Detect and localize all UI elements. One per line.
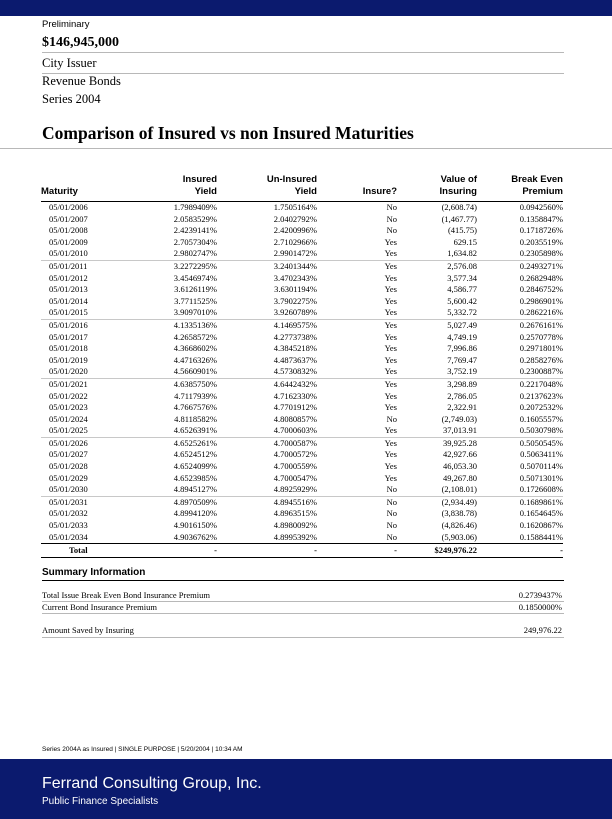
table-row	[41, 343, 563, 355]
break-even-premium: 0.2035519%	[519, 236, 563, 247]
break-even-premium: 0.5050545%	[519, 437, 563, 448]
maturity-date: 05/01/2011	[49, 260, 88, 271]
issuer-name: City Issuer	[42, 56, 97, 70]
value-of-insuring: 5,332.72	[397, 307, 477, 319]
maturity-date: 05/01/2021	[49, 378, 88, 389]
summary-row-total-breakeven	[42, 590, 562, 600]
maturity-date: 05/01/2024	[49, 413, 88, 424]
insured-yield: 4.8970509%	[173, 496, 217, 507]
maturity-date: 05/01/2017	[49, 331, 88, 342]
insured-yield: 4.9016150%	[173, 520, 217, 531]
value-of-insuring: 4,749.19	[447, 331, 477, 342]
value-of-insuring: 2,576.08	[447, 260, 477, 271]
summary-value: 249,976.22	[523, 625, 562, 635]
break-even-premium: 0.5070114%	[520, 461, 563, 472]
title-divider	[0, 148, 612, 149]
break-even-premium: 0.2971801%	[519, 343, 563, 354]
total-cell: -	[217, 544, 317, 558]
insure-flag: No	[386, 496, 397, 507]
insure-flag: No	[386, 213, 397, 224]
value-of-insuring: 3,577.34	[447, 272, 477, 283]
insured-yield: 3.6126119%	[174, 284, 217, 295]
insured-yield: 4.7667576%	[173, 402, 217, 413]
insured-yield: 4.2658572%	[173, 331, 217, 342]
value-of-insuring: 42,927.66	[443, 449, 477, 460]
uninsured-yield: 4.2773738%	[273, 331, 317, 342]
maturity-date: 05/01/2014	[49, 295, 88, 306]
summary-row-amount-saved	[42, 625, 562, 635]
insured-yield: 2.4239141%	[173, 225, 217, 236]
insured-yield: 4.1335136%	[173, 319, 217, 330]
table-row	[41, 496, 563, 508]
col-header-break-even-premium: Break Even Premium	[477, 174, 563, 202]
insured-yield: 3.2272295%	[173, 260, 217, 271]
value-of-insuring: (5,903.06)	[441, 531, 477, 542]
value-of-insuring: (4,826.46)	[441, 520, 477, 531]
insure-flag: Yes	[384, 284, 397, 295]
insure-flag: Yes	[384, 402, 397, 413]
maturity-date: 05/01/2010	[41, 248, 111, 260]
break-even-premium: 0.2570778%	[519, 331, 563, 342]
uninsured-yield: 4.8995392%	[273, 531, 317, 542]
value-of-insuring: 46,053.30	[443, 461, 477, 472]
value-of-insuring: (1,467.77)	[441, 213, 477, 224]
insure-flag: No	[386, 202, 397, 212]
table-row	[41, 473, 563, 485]
insure-flag: No	[386, 225, 397, 236]
table-row	[41, 437, 563, 449]
insure-flag: Yes	[384, 472, 397, 483]
insured-yield: 4.9036762%	[173, 531, 217, 542]
break-even-premium: 0.2682948%	[519, 272, 563, 283]
table-row	[41, 355, 563, 367]
break-even-premium: 0.2986901%	[519, 295, 563, 306]
table-row	[41, 484, 563, 496]
summary-divider	[42, 580, 564, 581]
break-even-premium: 0.1654645%	[519, 508, 563, 519]
maturity-date: 05/01/2019	[49, 354, 88, 365]
value-of-insuring: 2,322.91	[447, 402, 477, 413]
maturity-date: 05/01/2018	[49, 343, 88, 354]
table-row	[41, 508, 563, 520]
value-of-insuring: 3,752.19	[397, 366, 477, 378]
table-row	[41, 284, 563, 296]
maturities-table	[41, 174, 563, 558]
uninsured-yield: 4.8925929%	[217, 484, 317, 496]
value-of-insuring: 37,013.91	[397, 425, 477, 437]
break-even-premium: 0.2072532%	[519, 402, 563, 413]
table-row	[41, 378, 563, 390]
insure-flag: Yes	[384, 272, 397, 283]
maturity-date: 05/01/2013	[49, 284, 88, 295]
table-row	[41, 225, 563, 237]
break-even-premium: 0.5063411%	[520, 449, 563, 460]
total-cell: -	[317, 544, 397, 558]
break-even-premium: 0.1726608%	[477, 484, 563, 496]
value-of-insuring: 5,027.49	[447, 319, 477, 330]
break-even-premium: 0.2137623%	[519, 390, 563, 401]
firm-name: Ferrand Consulting Group, Inc.	[42, 775, 262, 792]
divider	[42, 637, 564, 638]
divider	[42, 613, 564, 614]
uninsured-yield: 3.7902275%	[273, 295, 317, 306]
insure-flag: Yes	[384, 343, 397, 354]
uninsured-yield: 4.7701912%	[273, 402, 317, 413]
insured-yield: 2.0583529%	[173, 213, 217, 224]
table-row	[41, 273, 563, 285]
value-of-insuring: (2,108.01)	[397, 484, 477, 496]
insure-flag: Yes	[384, 260, 397, 271]
break-even-premium: 0.2676161%	[519, 319, 563, 330]
col-header-value-of-insuring: Value of Insuring	[397, 174, 477, 202]
table-row	[41, 425, 563, 437]
insured-yield: 4.5660901%	[111, 366, 217, 378]
break-even-premium: 0.1718726%	[519, 225, 563, 236]
summary-row-current-premium	[42, 602, 562, 612]
insured-yield: 2.9802747%	[111, 248, 217, 260]
maturity-date: 05/01/2015	[41, 307, 111, 319]
col-header-uninsured-yield: Un-Insured Yield	[217, 174, 317, 202]
maturity-date: 05/01/2008	[49, 225, 88, 236]
footer-banner	[0, 759, 612, 819]
break-even-premium: 0.1620867%	[519, 520, 563, 531]
table-row	[41, 307, 563, 319]
insure-flag: No	[386, 531, 397, 542]
uninsured-yield: 2.7102966%	[273, 236, 317, 247]
uninsured-yield: 4.4873637%	[273, 354, 317, 365]
insure-flag: Yes	[317, 425, 397, 437]
insured-yield: 3.4546974%	[173, 272, 217, 283]
value-of-insuring: 629.15	[453, 236, 477, 247]
table-row	[41, 260, 563, 272]
top-banner	[0, 0, 612, 16]
value-of-insuring: 2,786.05	[447, 390, 477, 401]
summary-label: Current Bond Insurance Premium	[42, 602, 157, 612]
maturity-date: 05/01/2032	[49, 508, 88, 519]
insure-flag: Yes	[384, 378, 397, 389]
maturity-date: 05/01/2006	[49, 202, 88, 212]
maturity-date: 05/01/2026	[49, 437, 88, 448]
table-row	[41, 214, 563, 226]
uninsured-yield: 4.5730832%	[217, 366, 317, 378]
insure-flag: Yes	[317, 366, 397, 378]
table-row	[41, 520, 563, 532]
total-cell: -	[111, 544, 217, 558]
value-of-insuring: (415.75)	[447, 225, 477, 236]
total-cell: -	[477, 544, 563, 558]
value-of-insuring: (2,749.03)	[441, 413, 477, 424]
break-even-premium: 0.0942560%	[519, 202, 563, 212]
uninsured-yield: 4.7000559%	[273, 461, 317, 472]
maturity-date: 05/01/2025	[41, 425, 111, 437]
insured-yield: 4.6523985%	[173, 472, 217, 483]
insured-yield: 4.3668602%	[173, 343, 217, 354]
uninsured-yield: 2.4200996%	[273, 225, 317, 236]
total-row	[41, 544, 563, 558]
break-even-premium: 0.2858276%	[519, 354, 563, 365]
value-of-insuring: (3,838.78)	[441, 508, 477, 519]
insured-yield: 4.8118582%	[174, 413, 217, 424]
break-even-premium: 0.1689861%	[519, 496, 563, 507]
divider	[42, 52, 564, 53]
maturity-date: 05/01/2031	[49, 496, 88, 507]
table-row	[41, 461, 563, 473]
insured-yield: 4.8945127%	[111, 484, 217, 496]
uninsured-yield: 4.8963515%	[273, 508, 317, 519]
uninsured-yield: 4.7000587%	[273, 437, 317, 448]
firm-tagline: Public Finance Specialists	[42, 796, 159, 807]
maturity-date: 05/01/2034	[49, 531, 88, 542]
value-of-insuring: 1,634.82	[397, 248, 477, 260]
insure-flag: Yes	[384, 461, 397, 472]
insure-flag: Yes	[384, 437, 397, 448]
insured-yield: 4.8994120%	[173, 508, 217, 519]
insure-flag: Yes	[384, 449, 397, 460]
value-of-insuring: 39,925.28	[443, 437, 477, 448]
page-title: Comparison of Insured vs non Insured Maturities	[42, 123, 414, 143]
break-even-premium: 0.5071301%	[519, 472, 563, 483]
value-of-insuring: 7,769.47	[447, 354, 477, 365]
break-even-premium: 0.1588441%	[519, 531, 563, 542]
uninsured-yield: 3.6301194%	[274, 284, 317, 295]
value-of-insuring: 3,298.89	[447, 378, 477, 389]
col-header-maturity: Maturity	[41, 174, 111, 202]
maturity-date: 05/01/2023	[49, 402, 88, 413]
bond-type: Revenue Bonds	[42, 74, 121, 88]
break-even-premium: 0.2300887%	[477, 366, 563, 378]
insure-flag: No	[386, 520, 397, 531]
break-even-premium: 0.2493271%	[519, 260, 563, 271]
series-name: Series 2004	[42, 92, 101, 106]
table-row	[41, 449, 563, 461]
summary-label: Total Issue Break Even Bond Insurance Premium	[42, 590, 210, 600]
total-label: Total	[41, 544, 111, 558]
insure-flag: Yes	[384, 331, 397, 342]
summary-label: Amount Saved by Insuring	[42, 625, 134, 635]
insure-flag: Yes	[384, 319, 397, 330]
value-of-insuring: (2,934.49)	[441, 496, 477, 507]
uninsured-yield: 3.2401344%	[273, 260, 317, 271]
insured-yield: 4.4716326%	[173, 354, 217, 365]
maturity-date: 05/01/2027	[49, 449, 88, 460]
summary-value: 0.2739437%	[518, 590, 562, 600]
insured-yield: 4.7117939%	[174, 390, 217, 401]
maturity-date: 05/01/2020	[41, 366, 111, 378]
table-row	[41, 248, 563, 260]
break-even-premium: 0.2862216%	[477, 307, 563, 319]
uninsured-yield: 4.8945516%	[273, 496, 317, 507]
uninsured-yield: 4.3845218%	[273, 343, 317, 354]
insure-flag: No	[317, 484, 397, 496]
value-of-insuring: 4,586.77	[447, 284, 477, 295]
table-row	[41, 237, 563, 249]
footer-note: Series 2004A as Insured | SINGLE PURPOSE | 5/20/2004 | 10:34 AM	[42, 746, 243, 753]
uninsured-yield: 2.0402792%	[273, 213, 317, 224]
insure-flag: No	[386, 413, 397, 424]
uninsured-yield: 4.6442432%	[273, 378, 317, 389]
insured-yield: 4.6524512%	[173, 449, 217, 460]
issue-amount: $146,945,000	[42, 35, 119, 50]
summary-title: Summary Information	[42, 567, 146, 578]
value-of-insuring: (2,608.74)	[441, 202, 477, 212]
insure-flag: Yes	[317, 307, 397, 319]
insure-flag: No	[386, 508, 397, 519]
table-row	[41, 532, 563, 544]
table-row	[41, 332, 563, 344]
col-header-insured-yield: Insured Yield	[111, 174, 217, 202]
table-row	[41, 414, 563, 426]
table-row	[41, 319, 563, 331]
insured-yield: 1.7989409%	[173, 202, 217, 212]
table-row	[41, 391, 563, 403]
table-row	[41, 402, 563, 414]
summary-value: 0.1850000%	[518, 602, 562, 612]
break-even-premium: 0.5030798%	[477, 425, 563, 437]
insure-flag: Yes	[384, 295, 397, 306]
table-row	[41, 366, 563, 378]
insure-flag: Yes	[384, 354, 397, 365]
uninsured-yield: 4.7000603%	[217, 425, 317, 437]
break-even-premium: 0.2305898%	[477, 248, 563, 260]
uninsured-yield: 4.8980092%	[273, 520, 317, 531]
insured-yield: 4.6385750%	[173, 378, 217, 389]
maturity-date: 05/01/2009	[49, 236, 88, 247]
value-of-insuring: 7,996.86	[447, 343, 477, 354]
maturity-date: 05/01/2007	[49, 213, 88, 224]
total-value-of-insuring: $249,976.22	[397, 544, 477, 558]
maturity-date: 05/01/2012	[49, 272, 88, 283]
break-even-premium: 0.2846752%	[519, 284, 563, 295]
maturity-date: 05/01/2033	[49, 520, 88, 531]
value-of-insuring: 49,267.80	[443, 472, 477, 483]
uninsured-yield: 4.7000547%	[273, 472, 317, 483]
uninsured-yield: 4.8080857%	[273, 413, 317, 424]
table-header-row	[41, 174, 563, 202]
table-row	[41, 296, 563, 308]
uninsured-yield: 4.1469575%	[273, 319, 317, 330]
insure-flag: Yes	[384, 236, 397, 247]
insured-yield: 4.6525261%	[173, 437, 217, 448]
uninsured-yield: 1.7505164%	[273, 202, 317, 212]
insured-yield: 3.9097010%	[111, 307, 217, 319]
maturity-date: 05/01/2028	[49, 461, 88, 472]
break-even-premium: 0.1605557%	[519, 413, 563, 424]
preliminary-label: Preliminary	[42, 19, 90, 30]
uninsured-yield: 4.7162330%	[273, 390, 317, 401]
uninsured-yield: 3.9260789%	[217, 307, 317, 319]
insured-yield: 2.7057304%	[173, 236, 217, 247]
uninsured-yield: 2.9901472%	[217, 248, 317, 260]
uninsured-yield: 4.7000572%	[273, 449, 317, 460]
insured-yield: 3.7711525%	[174, 295, 217, 306]
table-row	[41, 202, 563, 214]
break-even-premium: 0.1358847%	[519, 213, 563, 224]
col-header-insure: Insure?	[317, 174, 397, 202]
maturity-date: 05/01/2022	[49, 390, 88, 401]
break-even-premium: 0.2217048%	[519, 378, 563, 389]
insured-yield: 4.6524099%	[173, 461, 217, 472]
insure-flag: Yes	[317, 248, 397, 260]
insure-flag: Yes	[384, 390, 397, 401]
insured-yield: 4.6526391%	[111, 425, 217, 437]
maturity-date: 05/01/2029	[49, 472, 88, 483]
maturity-date: 05/01/2030	[41, 484, 111, 496]
maturity-date: 05/01/2016	[49, 319, 88, 330]
uninsured-yield: 3.4702343%	[273, 272, 317, 283]
value-of-insuring: 5,600.42	[447, 295, 477, 306]
